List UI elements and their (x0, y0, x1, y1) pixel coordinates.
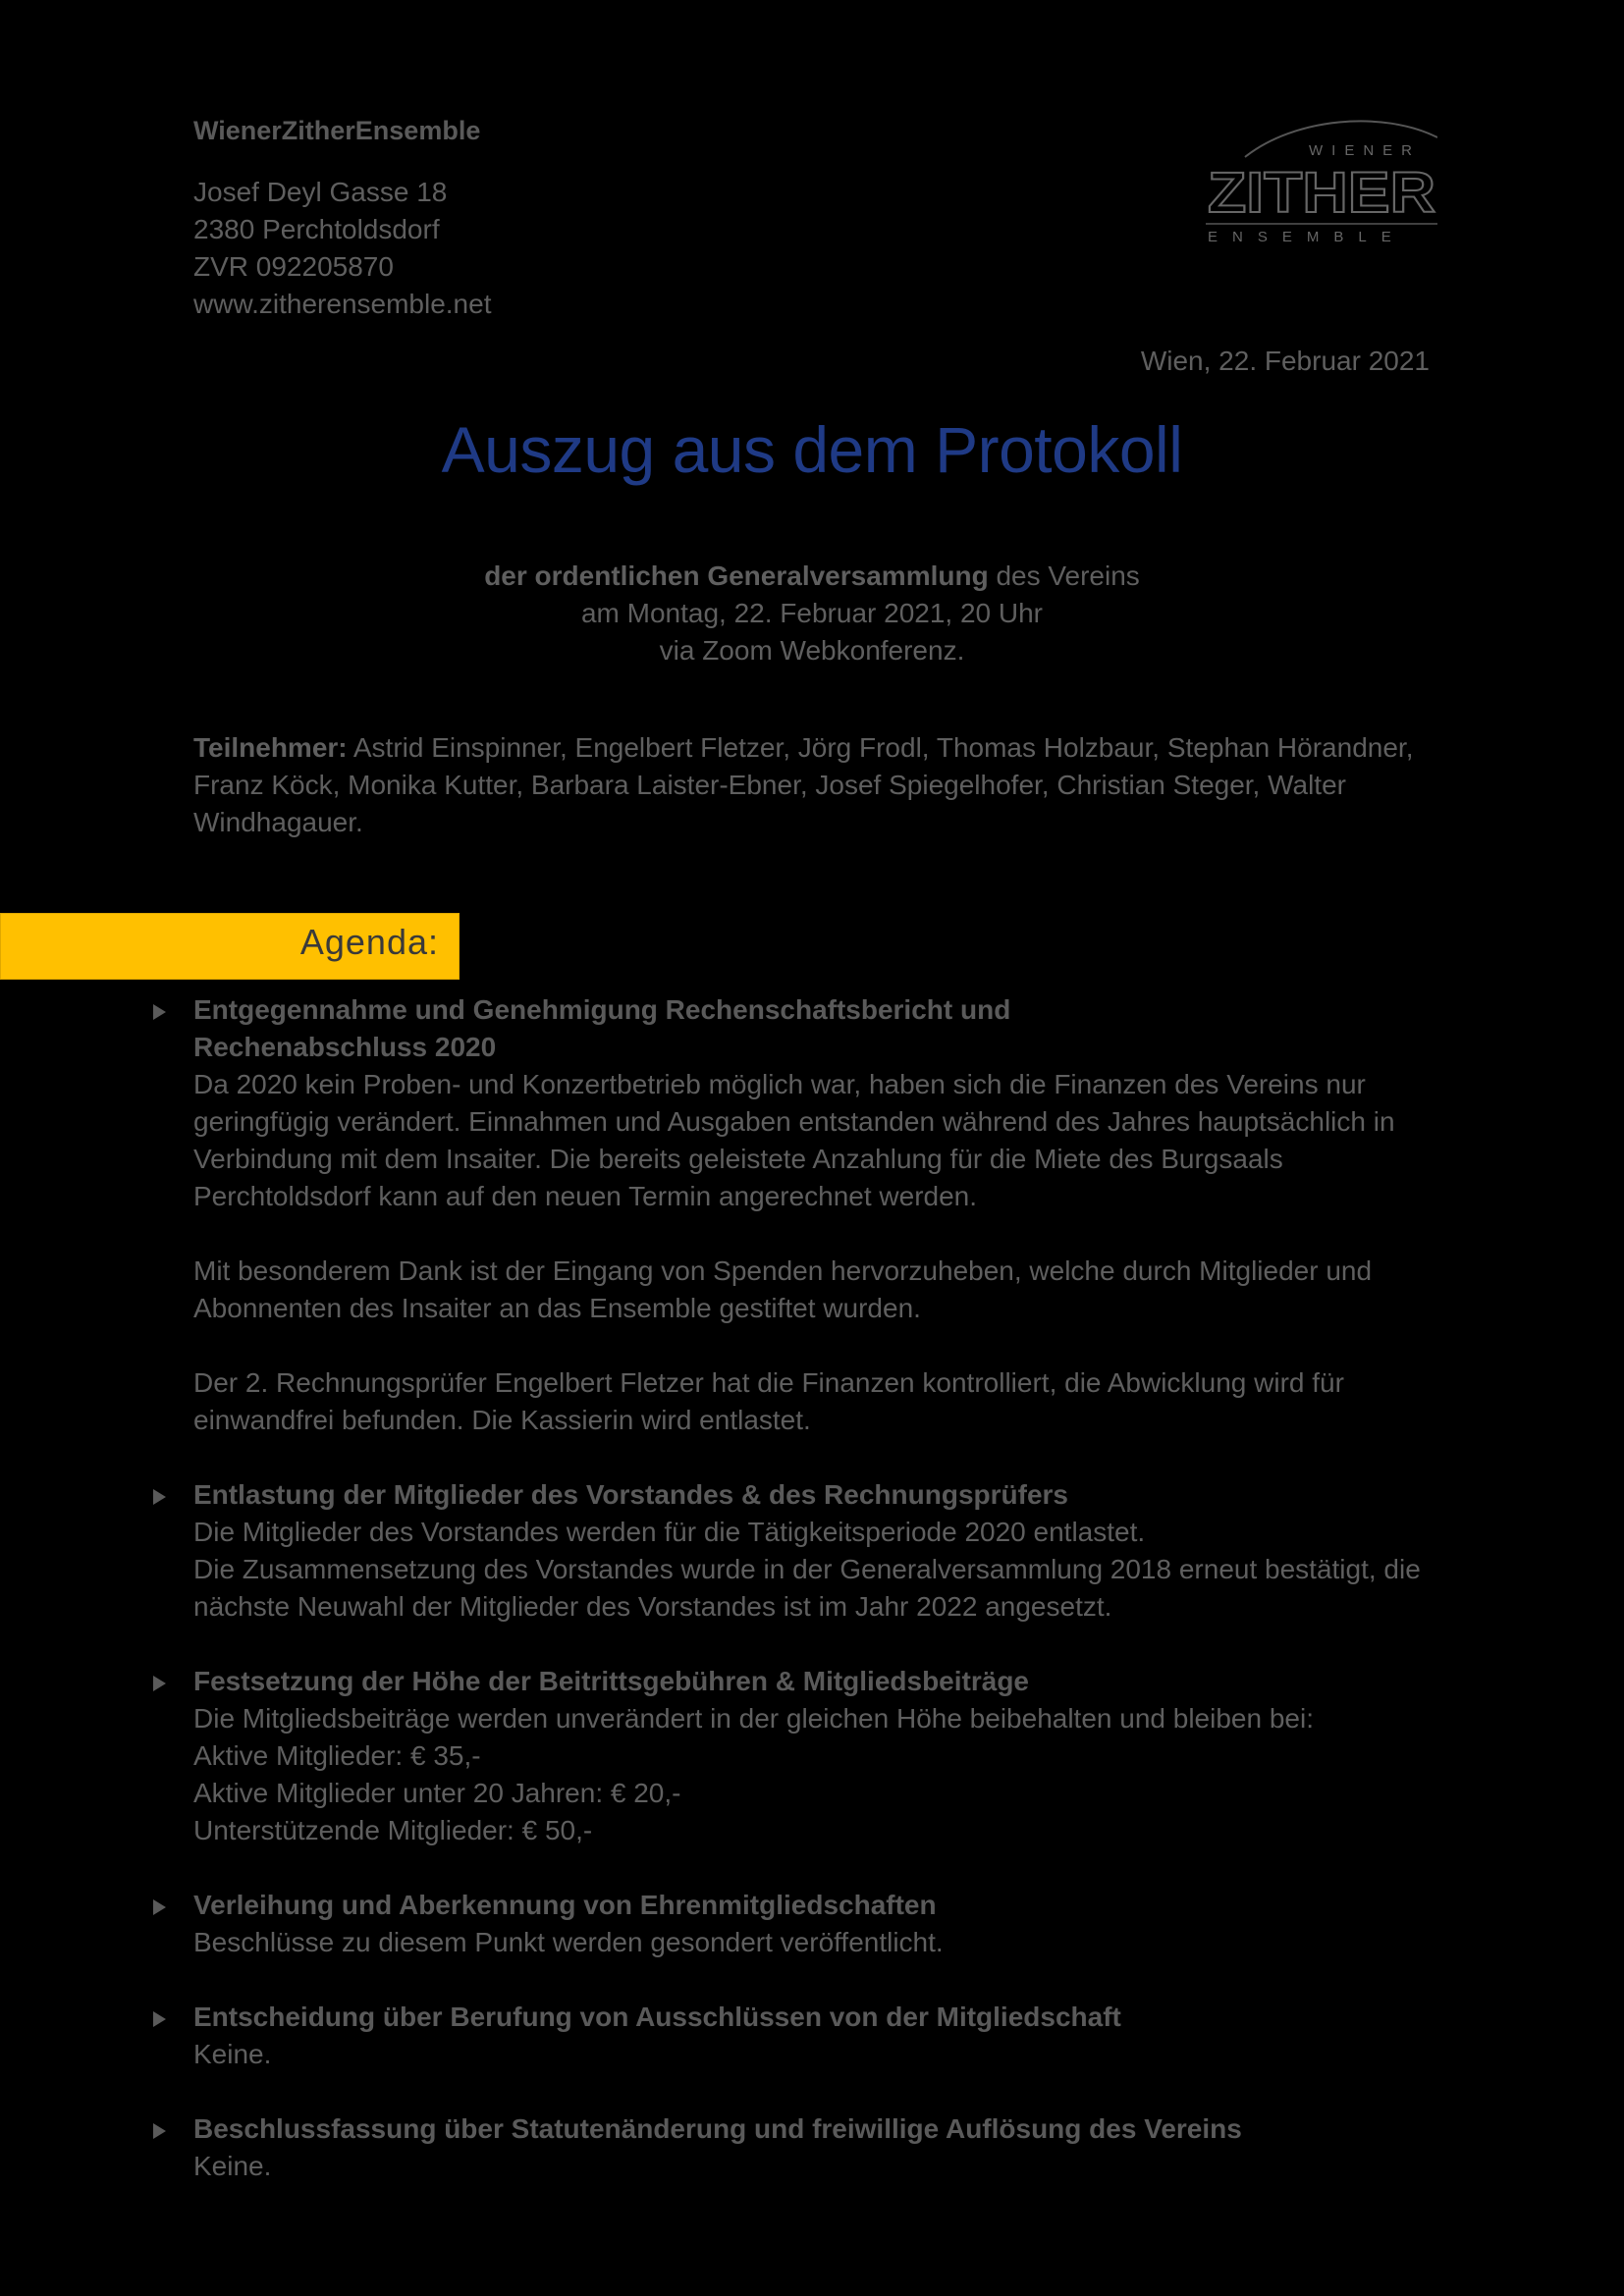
agenda-item-text: Da 2020 kein Proben- und Konzertbetrieb möglich war, haben sich die Finanzen des Vereins nur geringfügig verändert. Einnahmen und Ausgaben entstanden während des Jahres hauptsächlich in Verbindung mit dem Insaiter. Die bereits geleistete Anzahlung für die Miete des Burgsaals Perchtoldsdorf kann auf den neuen Termin angerechnet werden. (193, 1069, 1395, 1211)
fee-supporting-members: Unterstützende Mitglieder: € 50,- (193, 1815, 593, 1845)
agenda-item-text: Die Mitglieder des Vorstandes werden für die Tätigkeitsperiode 2020 entlastet. (193, 1517, 1146, 1547)
fee-active-members: Aktive Mitglieder: € 35,- (193, 1740, 481, 1771)
triangle-bullet-icon (153, 1489, 166, 1505)
address-zvr: ZVR 092205870 (193, 251, 394, 282)
agenda-item-text: Der 2. Rechnungsprüfer Engelbert Fletzer hat die Finanzen kontrolliert, die Abwicklung wird für einwandfrei befunden. Die Kassierin wird entlastet. (193, 1367, 1344, 1435)
agenda-item-text: Keine. (193, 2151, 272, 2181)
page-title: Auszug aus dem Protokoll (441, 413, 1183, 486)
triangle-bullet-icon (153, 1676, 166, 1691)
agenda-item-title: Beschlussfassung über Statutenänderung und freiwillige Auflösung des Vereins (193, 2113, 1242, 2144)
agenda-item (147, 1887, 1443, 1961)
triangle-bullet-icon (153, 1899, 166, 1915)
agenda-list (147, 991, 1443, 2185)
agenda-item-text: Die Zusammensetzung des Vorstandes wurde in der Generalversammlung 2018 erneut bestätigt, die nächste Neuwahl der Mitglieder des Vorstandes ist im Jahr 2022 angesetzt. (193, 1554, 1421, 1622)
logo-text-middle: ZITHER (1208, 161, 1435, 225)
participants (193, 729, 1440, 841)
address-block (193, 174, 491, 323)
agenda-item-title: Festsetzung der Höhe der Beitrittsgebühren & Mitgliedsbeiträge (193, 1666, 1030, 1696)
meeting-date: am Montag, 22. Februar 2021, 20 Uhr (580, 598, 1044, 628)
agenda-heading-bar (0, 913, 460, 980)
participants-label: Teilnehmer: (193, 732, 348, 763)
agenda-item (147, 1999, 1443, 2073)
agenda-item-text: Die Mitgliedsbeiträge werden unverändert in der gleichen Höhe beibehalten und bleiben bei: (193, 1703, 1314, 1734)
agenda-item (147, 2110, 1443, 2185)
triangle-bullet-icon (153, 1004, 166, 1020)
zither-ensemble-logo (1206, 110, 1437, 243)
address-street: Josef Deyl Gasse 18 (193, 177, 448, 207)
participants-names: Astrid Einspinner, Engelbert Fletzer, Jörg Frodl, Thomas Holzbaur, Stephan Hörandner, Franz Köck, Monika Kutter, Barbara Laister-Ebner, Josef Spiegelhofer, Christian Steger, Walter Windhagauer. (193, 732, 1414, 837)
agenda-item (147, 1476, 1443, 1626)
meeting-venue: via Zoom Webkonferenz. (659, 635, 965, 666)
agenda-item (147, 991, 1443, 1439)
address-website: www.zitherensemble.net (193, 289, 492, 319)
agenda-item-text: Keine. (193, 2039, 272, 2069)
triangle-bullet-icon (153, 2011, 166, 2027)
agenda-item-text: Beschlüsse zu diesem Punkt werden gesondert veröffentlicht. (193, 1927, 944, 1957)
agenda-item-title: Verleihung und Aberkennung von Ehrenmitgliedschaften (193, 1890, 937, 1920)
agenda-item-text: Mit besonderem Dank ist der Eingang von Spenden hervorzuheben, welche durch Mitglieder und Abonnenten des Insaiter an das Ensemble gestiftet wurden. (193, 1255, 1373, 1323)
document-date: Wien, 22. Februar 2021 (1140, 346, 1430, 376)
agenda-item (147, 1663, 1443, 1849)
triangle-bullet-icon (153, 2123, 166, 2139)
logo-text-top: WIENER (1309, 142, 1421, 159)
agenda-item-title: Entscheidung über Berufung von Ausschlüssen von der Mitgliedschaft (193, 2002, 1121, 2032)
meeting-type-rest: des Vereins (988, 561, 1140, 591)
meeting-type: der ordentlichen Generalversammlung (484, 561, 989, 591)
logo-text-bottom: ENSEMBLE (1208, 229, 1406, 243)
meeting-info (0, 558, 1624, 669)
agenda-item-title: Entlastung der Mitglieder des Vorstandes & des Rechnungsprüfers (193, 1479, 1068, 1510)
agenda-heading: Agenda: (299, 922, 439, 962)
organization-name: WienerZitherEnsemble (193, 116, 481, 145)
address-city: 2380 Perchtoldsdorf (193, 214, 440, 244)
fee-young-members: Aktive Mitglieder unter 20 Jahren: € 20,- (193, 1778, 681, 1808)
agenda-item-title: Entgegennahme und Genehmigung Rechenschaftsbericht und Rechenabschluss 2020 (193, 994, 1011, 1062)
